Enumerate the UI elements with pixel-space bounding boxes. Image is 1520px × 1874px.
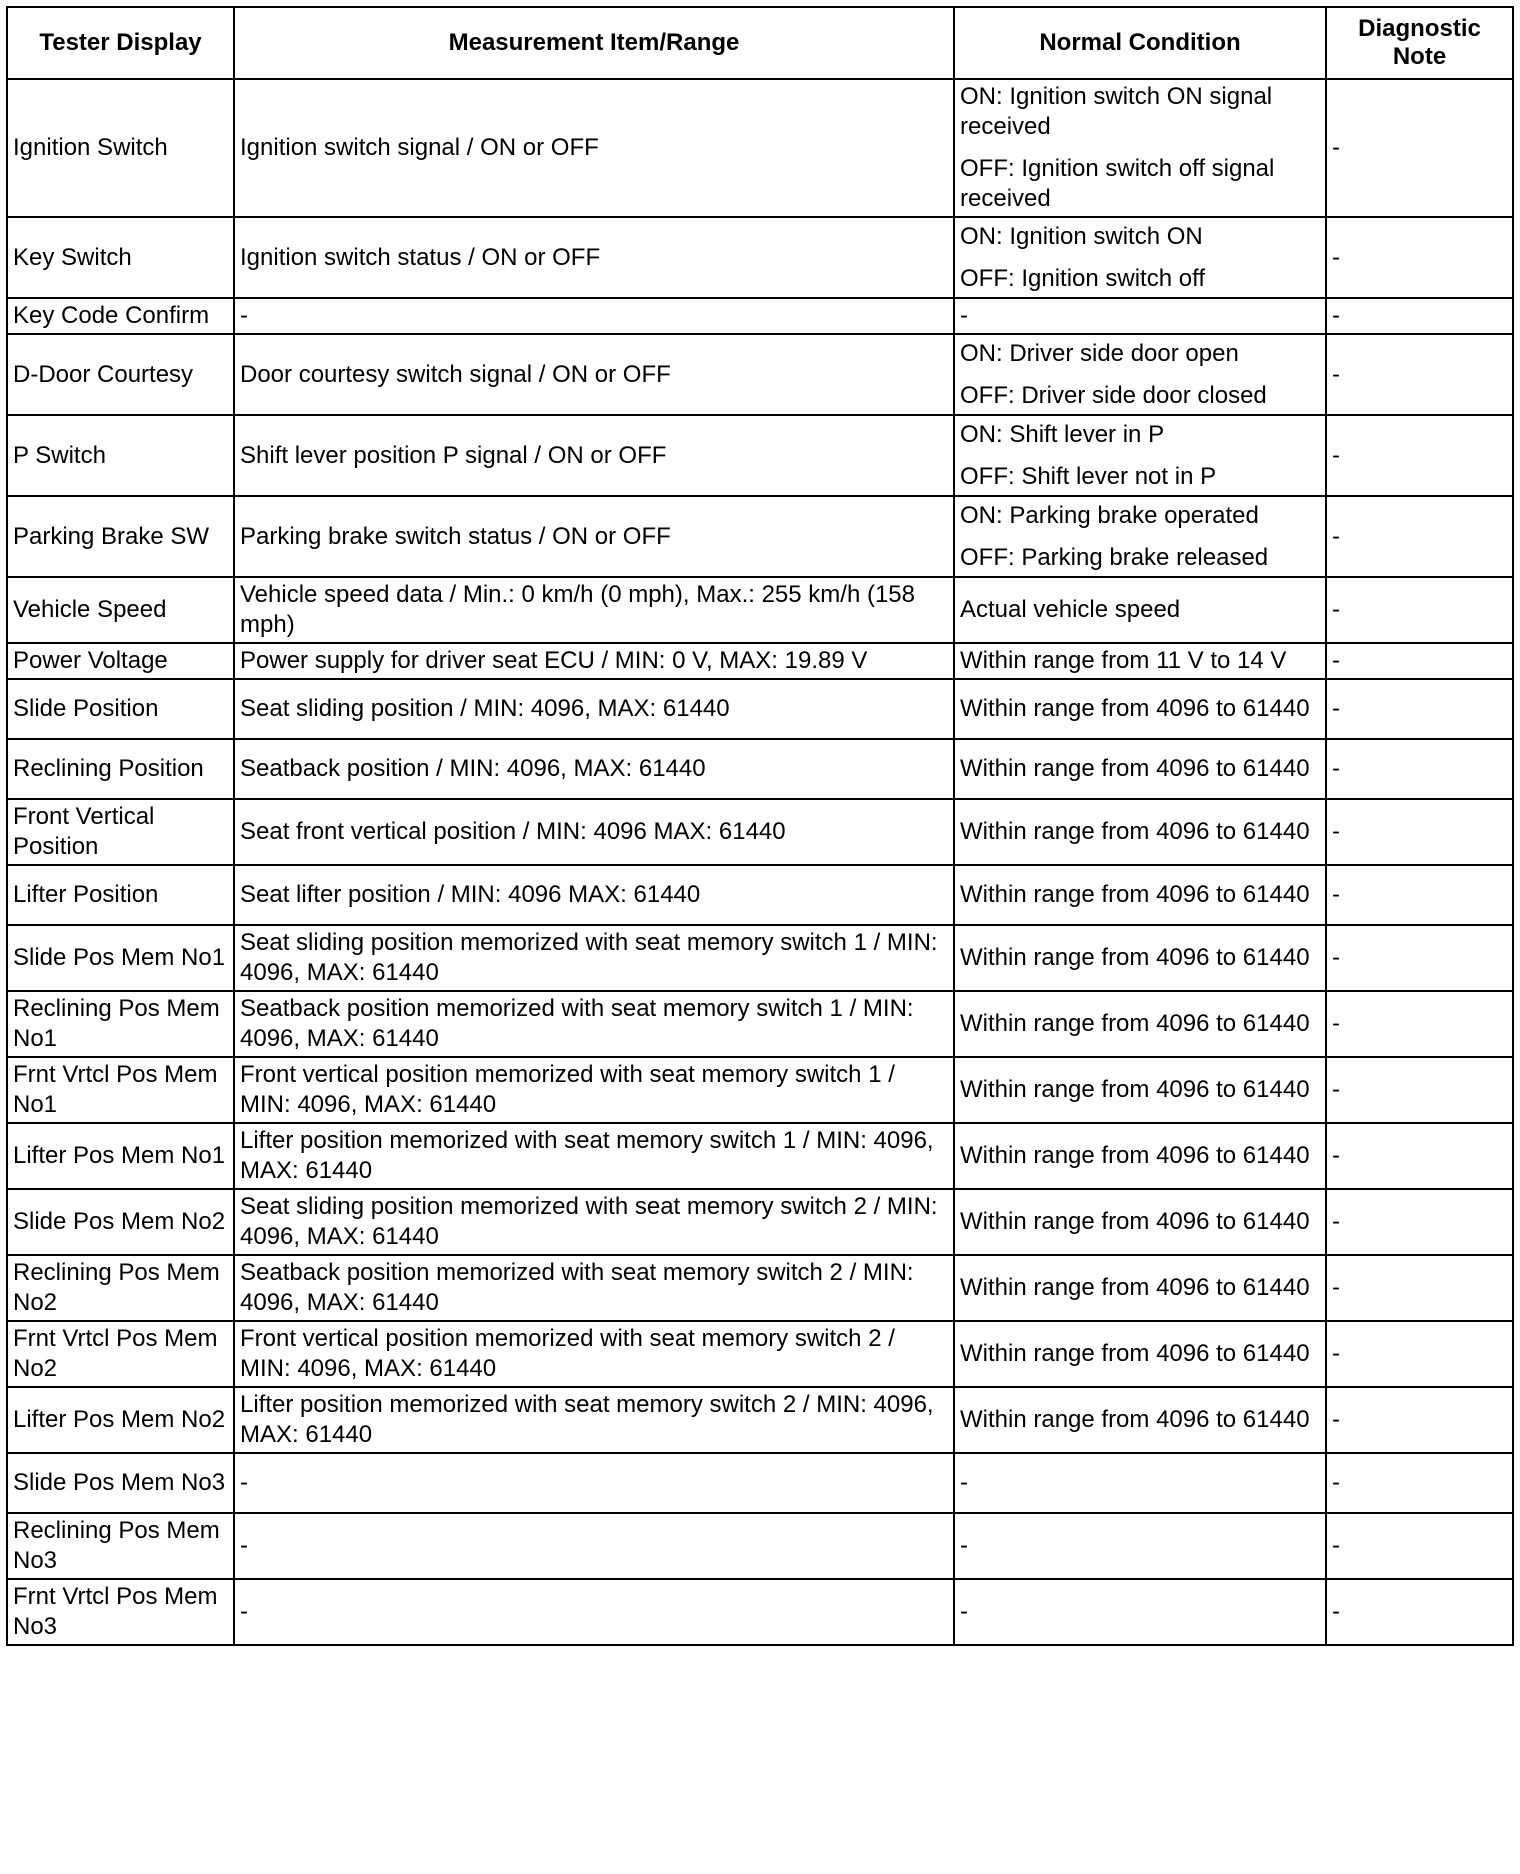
tester-display-cell: D-Door Courtesy [7,334,234,415]
diagnostic-note-cell: - [1326,679,1513,739]
tester-display-cell: Power Voltage [7,643,234,679]
table-row [7,799,1513,865]
normal-condition-cell [954,799,1326,865]
measurement-item-cell: Seat sliding position memorized with seat memory switch 1 / MIN: 4096, MAX: 61440 [234,925,954,991]
normal-condition-line: Within range from 4096 to 61440 [960,944,1310,971]
measurement-item-cell: Seat sliding position memorized with seat memory switch 2 / MIN: 4096, MAX: 61440 [234,1189,954,1255]
diagnostic-note-cell: - [1326,1189,1513,1255]
table-row [7,925,1513,991]
diagnostic-note-cell: - [1326,643,1513,679]
normal-condition-line: ON: Parking brake operated [960,501,1259,529]
table-row [7,79,1513,217]
normal-condition-line: OFF: Ignition switch off [960,264,1205,292]
normal-condition-cell [954,865,1326,925]
tester-display-cell: Lifter Pos Mem No1 [7,1123,234,1189]
tester-display-cell: Key Switch [7,217,234,298]
measurement-item-cell: Ignition switch status / ON or OFF [234,217,954,298]
normal-condition-cell [954,991,1326,1057]
measurement-item-cell: Shift lever position P signal / ON or OFF [234,415,954,496]
normal-condition-line: ON: Ignition switch ON [960,222,1203,250]
normal-condition-cell [954,298,1326,334]
header-row [7,7,1513,79]
measurement-item-cell: Ignition switch signal / ON or OFF [234,79,954,217]
normal-condition-line: Within range from 4096 to 61440 [960,1010,1310,1037]
normal-condition-line: Within range from 4096 to 61440 [960,695,1310,722]
data-list-table [6,6,1514,1646]
tester-display-cell: Ignition Switch [7,79,234,217]
diagnostic-note-cell: - [1326,1387,1513,1453]
diagnostic-note-cell: - [1326,415,1513,496]
normal-condition-cell [954,1123,1326,1189]
normal-condition-cell [954,739,1326,799]
measurement-item-cell: - [234,1513,954,1579]
table-row [7,1513,1513,1579]
tester-display-cell: Lifter Pos Mem No2 [7,1387,234,1453]
table-row [7,865,1513,925]
tester-display-cell: Frnt Vrtcl Pos Mem No3 [7,1579,234,1645]
table-row [7,679,1513,739]
measurement-item-cell: Seatback position memorized with seat memory switch 2 / MIN: 4096, MAX: 61440 [234,1255,954,1321]
table-row [7,1255,1513,1321]
diagnostic-note-cell: - [1326,1321,1513,1387]
normal-condition-line: - [960,1469,968,1496]
measurement-item-cell: Door courtesy switch signal / ON or OFF [234,334,954,415]
tester-display-cell: Lifter Position [7,865,234,925]
tester-display-cell: P Switch [7,415,234,496]
measurement-item-cell: Seat sliding position / MIN: 4096, MAX: 61440 [234,679,954,739]
measurement-item-cell: Seat lifter position / MIN: 4096 MAX: 61440 [234,865,954,925]
normal-condition-line: - [960,1598,968,1625]
tester-display-cell: Front Vertical Position [7,799,234,865]
diagnostic-note-cell: - [1326,865,1513,925]
normal-condition-line: Within range from 4096 to 61440 [960,755,1310,782]
diagnostic-note-cell: - [1326,925,1513,991]
normal-condition-cell [954,1255,1326,1321]
diagnostic-note-cell: - [1326,1123,1513,1189]
tester-display-cell: Slide Position [7,679,234,739]
measurement-item-cell: Vehicle speed data / Min.: 0 km/h (0 mph), Max.: 255 km/h (158 mph) [234,577,954,643]
table-body [7,79,1513,1645]
diagnostic-note-cell: - [1326,1057,1513,1123]
normal-condition-cell [954,334,1326,415]
normal-condition-line: - [960,302,968,329]
tester-display-cell: Reclining Pos Mem No1 [7,991,234,1057]
measurement-item-cell: Parking brake switch status / ON or OFF [234,496,954,577]
normal-condition-cell [954,1453,1326,1513]
normal-condition-cell [954,1387,1326,1453]
diagnostic-note-cell: - [1326,334,1513,415]
tester-display-cell: Frnt Vrtcl Pos Mem No1 [7,1057,234,1123]
normal-condition-cell [954,1513,1326,1579]
normal-condition-line: Within range from 4096 to 61440 [960,1142,1310,1169]
normal-condition-cell [954,496,1326,577]
table-row [7,991,1513,1057]
tester-display-cell: Reclining Pos Mem No2 [7,1255,234,1321]
diagnostic-note-cell: - [1326,1453,1513,1513]
normal-condition-cell [954,925,1326,991]
normal-condition-line: Within range from 4096 to 61440 [960,1340,1310,1367]
tester-display-cell: Key Code Confirm [7,298,234,334]
normal-condition-cell [954,79,1326,217]
table-row [7,1387,1513,1453]
header-tester-display: Tester Display [7,7,234,79]
table-row [7,217,1513,298]
table-row [7,577,1513,643]
measurement-item-cell: Seat front vertical position / MIN: 4096 MAX: 61440 [234,799,954,865]
normal-condition-cell [954,1057,1326,1123]
measurement-item-cell: Lifter position memorized with seat memory switch 2 / MIN: 4096, MAX: 61440 [234,1387,954,1453]
table-row [7,298,1513,334]
diagnostic-note-cell: - [1326,217,1513,298]
diagnostic-note-cell: - [1326,79,1513,217]
tester-display-cell: Slide Pos Mem No1 [7,925,234,991]
normal-condition-line: Within range from 4096 to 61440 [960,1208,1310,1235]
measurement-item-cell: Seatback position memorized with seat memory switch 1 / MIN: 4096, MAX: 61440 [234,991,954,1057]
normal-condition-line: OFF: Shift lever not in P [960,462,1217,490]
tester-display-cell: Parking Brake SW [7,496,234,577]
normal-condition-line: OFF: Parking brake released [960,543,1269,571]
measurement-item-cell: - [234,1453,954,1513]
table-row [7,1123,1513,1189]
measurement-item-cell: - [234,1579,954,1645]
normal-condition-line: Actual vehicle speed [960,596,1181,623]
normal-condition-line: Within range from 4096 to 61440 [960,818,1310,845]
measurement-item-cell: - [234,298,954,334]
diagnostic-note-cell: - [1326,496,1513,577]
diagnostic-note-cell: - [1326,577,1513,643]
normal-condition-cell [954,679,1326,739]
diagnostic-note-cell: - [1326,739,1513,799]
normal-condition-cell [954,577,1326,643]
table-row [7,496,1513,577]
tester-display-cell: Slide Pos Mem No3 [7,1453,234,1513]
normal-condition-line: ON: Driver side door open [960,339,1239,367]
measurement-item-cell: Front vertical position memorized with seat memory switch 1 / MIN: 4096, MAX: 61440 [234,1057,954,1123]
normal-condition-line: Within range from 4096 to 61440 [960,1076,1310,1103]
normal-condition-line: ON: Shift lever in P [960,420,1165,448]
normal-condition-line: Within range from 11 V to 14 V [960,647,1287,674]
measurement-item-cell: Seatback position / MIN: 4096, MAX: 61440 [234,739,954,799]
diagnostic-note-cell: - [1326,991,1513,1057]
normal-condition-cell [954,1579,1326,1645]
normal-condition-cell [954,1189,1326,1255]
diagnostic-note-cell: - [1326,1513,1513,1579]
table-row [7,1579,1513,1645]
diagnostic-note-cell: - [1326,1579,1513,1645]
header-diagnostic-note: Diagnostic Note [1326,7,1513,79]
table-row [7,643,1513,679]
tester-display-cell: Vehicle Speed [7,577,234,643]
header-normal-condition: Normal Condition [954,7,1326,79]
table-row [7,1321,1513,1387]
normal-condition-line: ON: Ignition switch ON signal received [960,83,1273,140]
diagnostic-note-cell: - [1326,1255,1513,1321]
normal-condition-cell [954,415,1326,496]
measurement-item-cell: Front vertical position memorized with seat memory switch 2 / MIN: 4096, MAX: 61440 [234,1321,954,1387]
normal-condition-line: Within range from 4096 to 61440 [960,881,1310,908]
normal-condition-cell [954,1321,1326,1387]
tester-display-cell: Reclining Pos Mem No3 [7,1513,234,1579]
table-row [7,334,1513,415]
normal-condition-line: Within range from 4096 to 61440 [960,1274,1310,1301]
table-row [7,415,1513,496]
table-row [7,1057,1513,1123]
normal-condition-cell [954,217,1326,298]
normal-condition-line: OFF: Ignition switch off signal received [960,155,1275,212]
diagnostic-note-cell: - [1326,298,1513,334]
normal-condition-line: OFF: Driver side door closed [960,381,1267,409]
normal-condition-cell [954,643,1326,679]
normal-condition-line: - [960,1532,968,1559]
normal-condition-line: Within range from 4096 to 61440 [960,1406,1310,1433]
measurement-item-cell: Lifter position memorized with seat memory switch 1 / MIN: 4096, MAX: 61440 [234,1123,954,1189]
header-measurement-item: Measurement Item/Range [234,7,954,79]
tester-display-cell: Slide Pos Mem No2 [7,1189,234,1255]
tester-display-cell: Frnt Vrtcl Pos Mem No2 [7,1321,234,1387]
measurement-item-cell: Power supply for driver seat ECU / MIN: 0 V, MAX: 19.89 V [234,643,954,679]
table-row [7,1189,1513,1255]
diagnostic-note-cell: - [1326,799,1513,865]
table-row [7,1453,1513,1513]
table-row [7,739,1513,799]
tester-display-cell: Reclining Position [7,739,234,799]
